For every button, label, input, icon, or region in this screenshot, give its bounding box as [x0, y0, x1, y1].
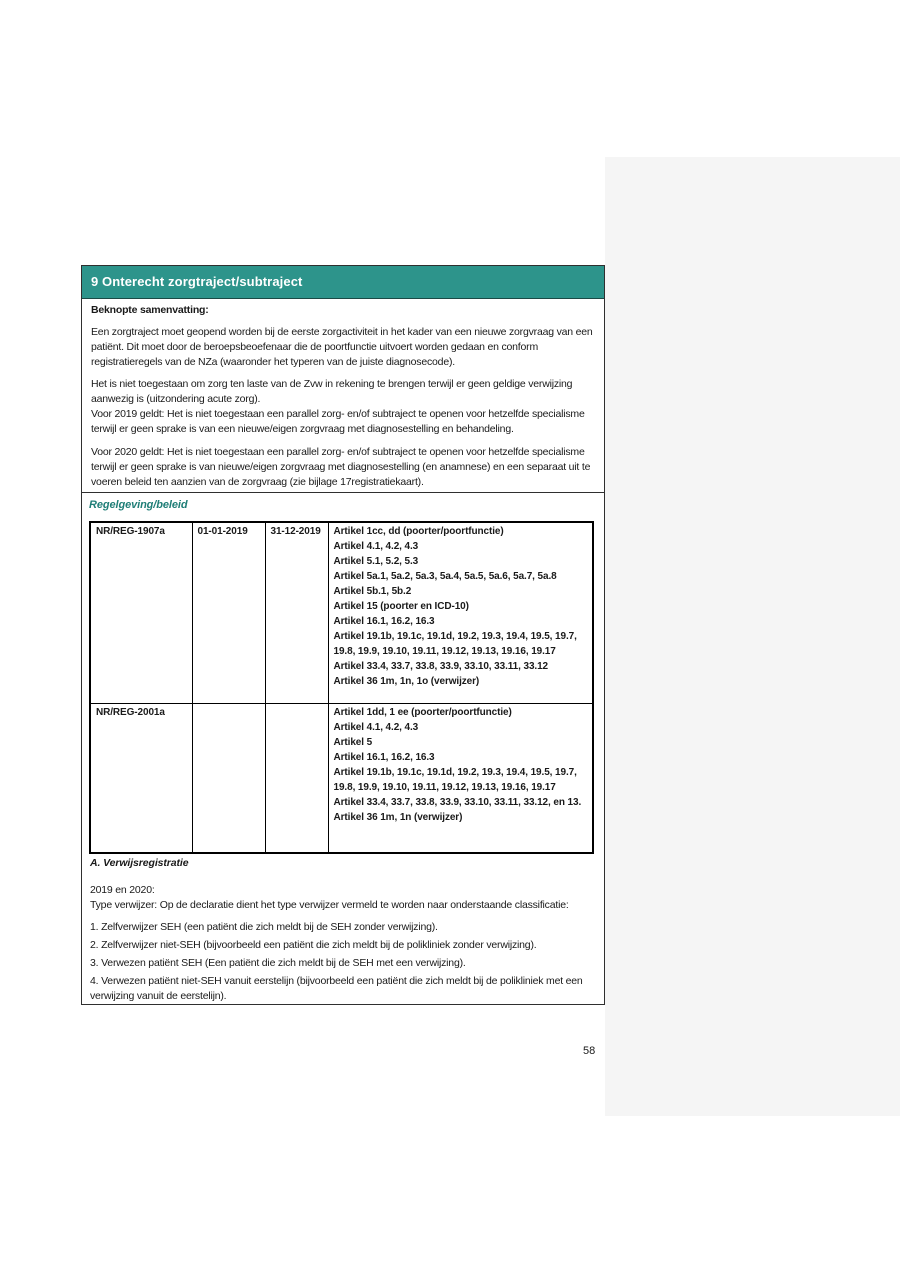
- classification-item: 4. Verwezen patiënt niet-SEH vanuit eerstelijn (bijvoorbeeld een patiënt die zich meldt bij de polikliniek met een verwijzing vanuit de eerstelijn).: [90, 975, 583, 1002]
- article-line: Artikel 4.1, 4.2, 4.3: [333, 721, 419, 733]
- article-line: Artikel 5b.1, 5b.2: [333, 586, 412, 597]
- classification-item: 2. Zelfverwijzer niet-SEH (bijvoorbeeld een patiënt die zich meldt bij de polikliniek zonder verwijzing).: [90, 939, 537, 951]
- regulation-heading: Regelgeving/beleid: [89, 499, 188, 511]
- article-line: Artikel 1dd, 1 ee (poorter/poortfunctie): [333, 706, 512, 718]
- summary-paragraph-1: Een zorgtraject moet geopend worden bij de eerste zorgactiviteit in het kader van een nieuwe zorgvraag van een patiënt. Dit moet door de beroepsbeoefenaar die de poortfunctie uitvoert worden gedaan en conform registratieregels van de NZa (waaronder het typeren van de juiste diagnosecode).: [91, 326, 593, 368]
- classification-item: 3. Verwezen patiënt SEH (Een patiënt die zich meldt bij de SEH met een verwijzing).: [90, 957, 466, 969]
- article-line: Artikel 16.1, 16.2, 16.3: [333, 751, 435, 763]
- article-line: Artikel 5.1, 5.2, 5.3: [333, 556, 419, 567]
- summary-paragraph-4: Voor 2020 geldt: Het is niet toegestaan een parallel zorg- en/of subtraject te openen voor hetzelfde specialisme terwijl er geen sprake is van nieuwe/eigen zorgvraag met diagnosestelling (en anamnese) en een separaat uit te voeren beleid ten aanzien van de zorgvraag (zie bijlage 17registratiekaart).: [91, 446, 591, 488]
- regulation-section: [82, 493, 604, 1005]
- summary-section: [82, 299, 604, 493]
- summary-paragraph-2: Het is niet toegestaan om zorg ten laste van de Zvw in rekening te brengen terwijl er geen geldige verwijzing aanwezig is (uitzondering acute zorg).: [91, 378, 573, 405]
- regulation-table: [89, 521, 594, 854]
- article-line: Artikel 19.1b, 19.1c, 19.1d, 19.2, 19.3, 19.4, 19.5, 19.7, 19.8, 19.9, 19.10, 19.11, 19.12, 19.13, 19.16, 19.17: [333, 631, 577, 657]
- article-line: Artikel 4.1, 4.2, 4.3: [333, 541, 419, 552]
- end-date-cell: 31-12-2019: [265, 522, 328, 703]
- years-subheading: 2019 en 2020:: [90, 884, 155, 896]
- article-line: Artikel 19.1b, 19.1c, 19.1d, 19.2, 19.3, 19.4, 19.5, 19.7, 19.8, 19.9, 19.10, 19.11, 19.12, 19.13, 19.16, 19.17: [333, 766, 577, 793]
- page-number: 58: [583, 1045, 596, 1057]
- article-line: Artikel 33.4, 33.7, 33.8, 33.9, 33.10, 33.11, 33.12: [333, 661, 549, 672]
- end-date-cell: [265, 703, 328, 853]
- start-date-cell: 01-01-2019: [192, 522, 265, 703]
- article-line: Artikel 36 1m, 1n (verwijzer): [333, 811, 463, 823]
- article-line: Artikel 16.1, 16.2, 16.3: [333, 616, 435, 627]
- articles-cell: [328, 522, 593, 703]
- topic-box: [81, 265, 605, 1005]
- summary-heading: Beknopte samenvatting:: [91, 304, 209, 316]
- topic-title: 9 Onterecht zorgtraject/subtraject: [91, 274, 303, 289]
- article-line: Artikel 1cc, dd (poorter/poortfunctie): [333, 526, 504, 537]
- classification-list: [90, 920, 595, 1004]
- right-margin-panel: [605, 157, 900, 1116]
- topic-header-bar: [82, 266, 604, 299]
- classification-intro: Type verwijzer: Op de declaratie dient het type verwijzer vermeld te worden naar onderstaande classificatie:: [90, 899, 569, 911]
- start-date-cell: [192, 703, 265, 853]
- articles-cell: [328, 703, 593, 853]
- summary-paragraph-3: Voor 2019 geldt: Het is niet toegestaan een parallel zorg- en/of subtraject te openen voor hetzelfde specialisme terwijl er geen sprake is van een nieuwe/eigen zorgvraag met diagnosestelling en behandeling.: [91, 408, 585, 435]
- article-line: Artikel 33.4, 33.7, 33.8, 33.9, 33.10, 33.11, 33.12, en 13.: [333, 796, 582, 808]
- article-line: Artikel 15 (poorter en ICD-10): [333, 601, 469, 612]
- regulation-code-cell: NR/REG-1907a: [90, 522, 192, 703]
- verwijsregistratie-heading: A. Verwijsregistratie: [90, 857, 189, 869]
- table-row: [90, 703, 593, 853]
- article-line: Artikel 5: [333, 736, 373, 748]
- classification-item: 1. Zelfverwijzer SEH (een patiënt die zich meldt bij de SEH zonder verwijzing).: [90, 921, 438, 933]
- article-line: Artikel 36 1m, 1n, 1o (verwijzer): [333, 676, 480, 687]
- table-row: [90, 522, 593, 703]
- article-line: Artikel 5a.1, 5a.2, 5a.3, 5a.4, 5a.5, 5a.6, 5a.7, 5a.8: [333, 571, 557, 582]
- regulation-code-cell: NR/REG-2001a: [90, 703, 192, 853]
